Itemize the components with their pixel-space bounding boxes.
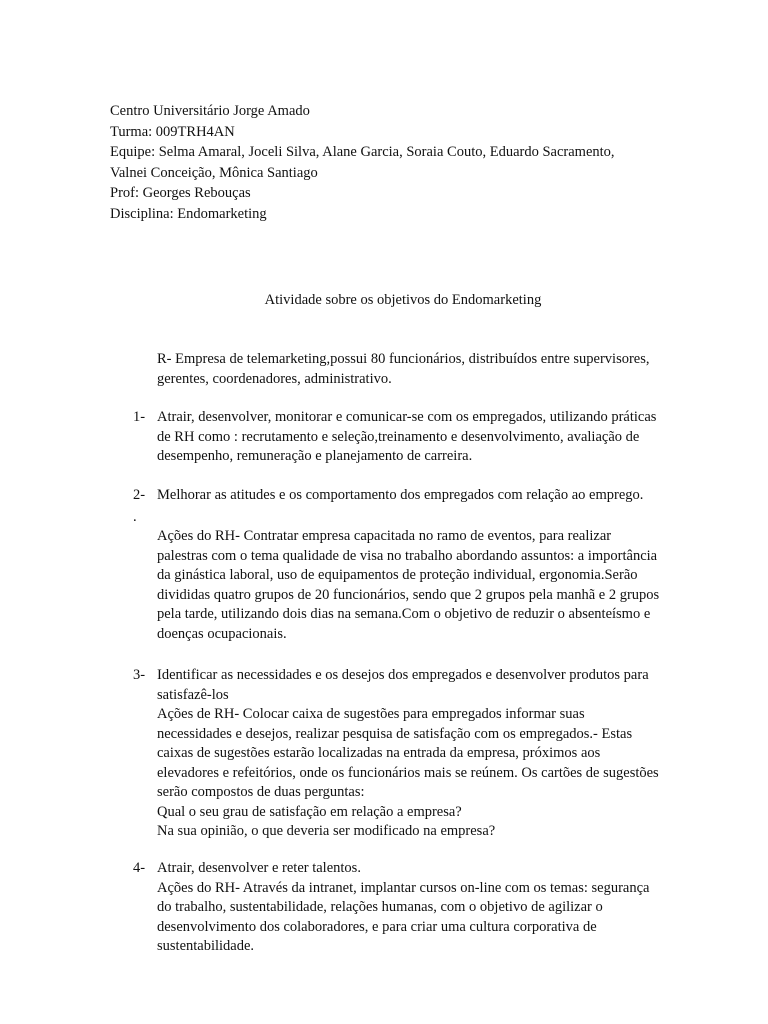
item-2-actions [157, 527, 712, 644]
text-line: Na sua opinião, o que deveria ser modificado na empresa? [157, 823, 496, 839]
text-line: desenvolvimento dos colaboradores, e para criar uma cultura corporativa de [157, 918, 597, 935]
text-line: Melhorar as atitudes e os comportamento dos empregados com relação ao emprego. [157, 487, 644, 503]
text-line: sustentabilidade. [157, 938, 255, 954]
text-line: caixas de sugestões estarão localizadas na entrada da empresa, próximos aos [157, 745, 601, 761]
item-2-text [157, 486, 712, 506]
text-line: elevadores e refeitórios, onde os funcionários mais se reúnem. Os cartões de sugestões [157, 764, 659, 781]
institution-name: Centro Universitário Jorge Amado [110, 103, 310, 119]
discipline-name: Disciplina: Endomarketing [110, 205, 267, 222]
team-members-line-1: Equipe: Selma Amaral, Joceli Silva, Alane Garcia, Soraia Couto, Eduardo Sacramento, [110, 144, 615, 160]
text-line: serão compostos de duas perguntas: [157, 784, 365, 800]
item-number: 4- [133, 860, 146, 876]
text-line: Identificar as necessidades e os desejos dos empregados e desenvolver produtos para [157, 667, 649, 683]
text-line: Atrair, desenvolver e reter talentos. [157, 860, 361, 876]
class-code: Turma: 009TRH4AN [110, 123, 235, 140]
text-line: desempenho, remuneração e planejamento de carreira. [157, 448, 473, 464]
document-title: Atividade sobre os objetivos do Endomarketing [264, 292, 542, 308]
item-number: 1- [133, 409, 146, 425]
item-number: 2- [133, 487, 146, 503]
team-members-line-2: Valnei Conceição, Mônica Santiago [110, 164, 318, 181]
item-number: 3- [133, 667, 146, 683]
text-line: doenças ocupacionais. [157, 625, 287, 642]
item-1-text [157, 408, 712, 467]
text-line: Ações do RH- Contratar empresa capacitada no ramo de eventos, para realizar [157, 528, 612, 544]
text-line: de RH como : recrutamento e seleção,treinamento e desenvolvimento, avaliação de [157, 428, 640, 445]
text-line: da ginástica laboral, uso de equipamentos de proteção individual, ergonomia.Serão [157, 567, 638, 583]
text-line: palestras com o tema qualidade de visa no trabalho abordando assuntos: a importância [157, 547, 658, 564]
text-line: do trabalho, sustentabilidade, relações humanas, com o objetivo de agilizar o [157, 899, 603, 915]
item-4-text [157, 859, 712, 957]
text-line: Atrair, desenvolver, monitorar e comunicar-se com os empregados, utilizando práticas [157, 409, 657, 425]
item-3-text [157, 666, 712, 842]
text-line: Ações de RH- Colocar caixa de sugestões para empregados informar suas [157, 706, 585, 722]
intro-line: R- Empresa de telemarketing,possui 80 funcionários, distribuídos entre supervisores, [157, 351, 650, 367]
stray-dot: . [133, 509, 137, 525]
professor-name: Prof: Georges Rebouças [110, 185, 251, 201]
text-line: pela tarde, utilizando dois dias na semana.Com o objetivo de reduzir o absenteísmo e [157, 606, 651, 622]
text-line: necessidades e desejos, realizar pesquisa de satisfação com os empregados.- Estas [157, 725, 633, 742]
text-line: Ações do RH- Através da intranet, implantar cursos on-line com os temas: segurança [157, 879, 650, 896]
intro-line: gerentes, coordenadores, administrativo. [157, 370, 392, 387]
intro-paragraph [157, 350, 712, 389]
text-line: divididas quatro grupos de 20 funcionários, sendo que 2 grupos pela manhã e 2 grupos [157, 586, 660, 603]
text-line: Qual o seu grau de satisfação em relação a empresa? [157, 803, 462, 820]
document-header [110, 101, 710, 224]
text-line: satisfazê-los [157, 686, 229, 703]
